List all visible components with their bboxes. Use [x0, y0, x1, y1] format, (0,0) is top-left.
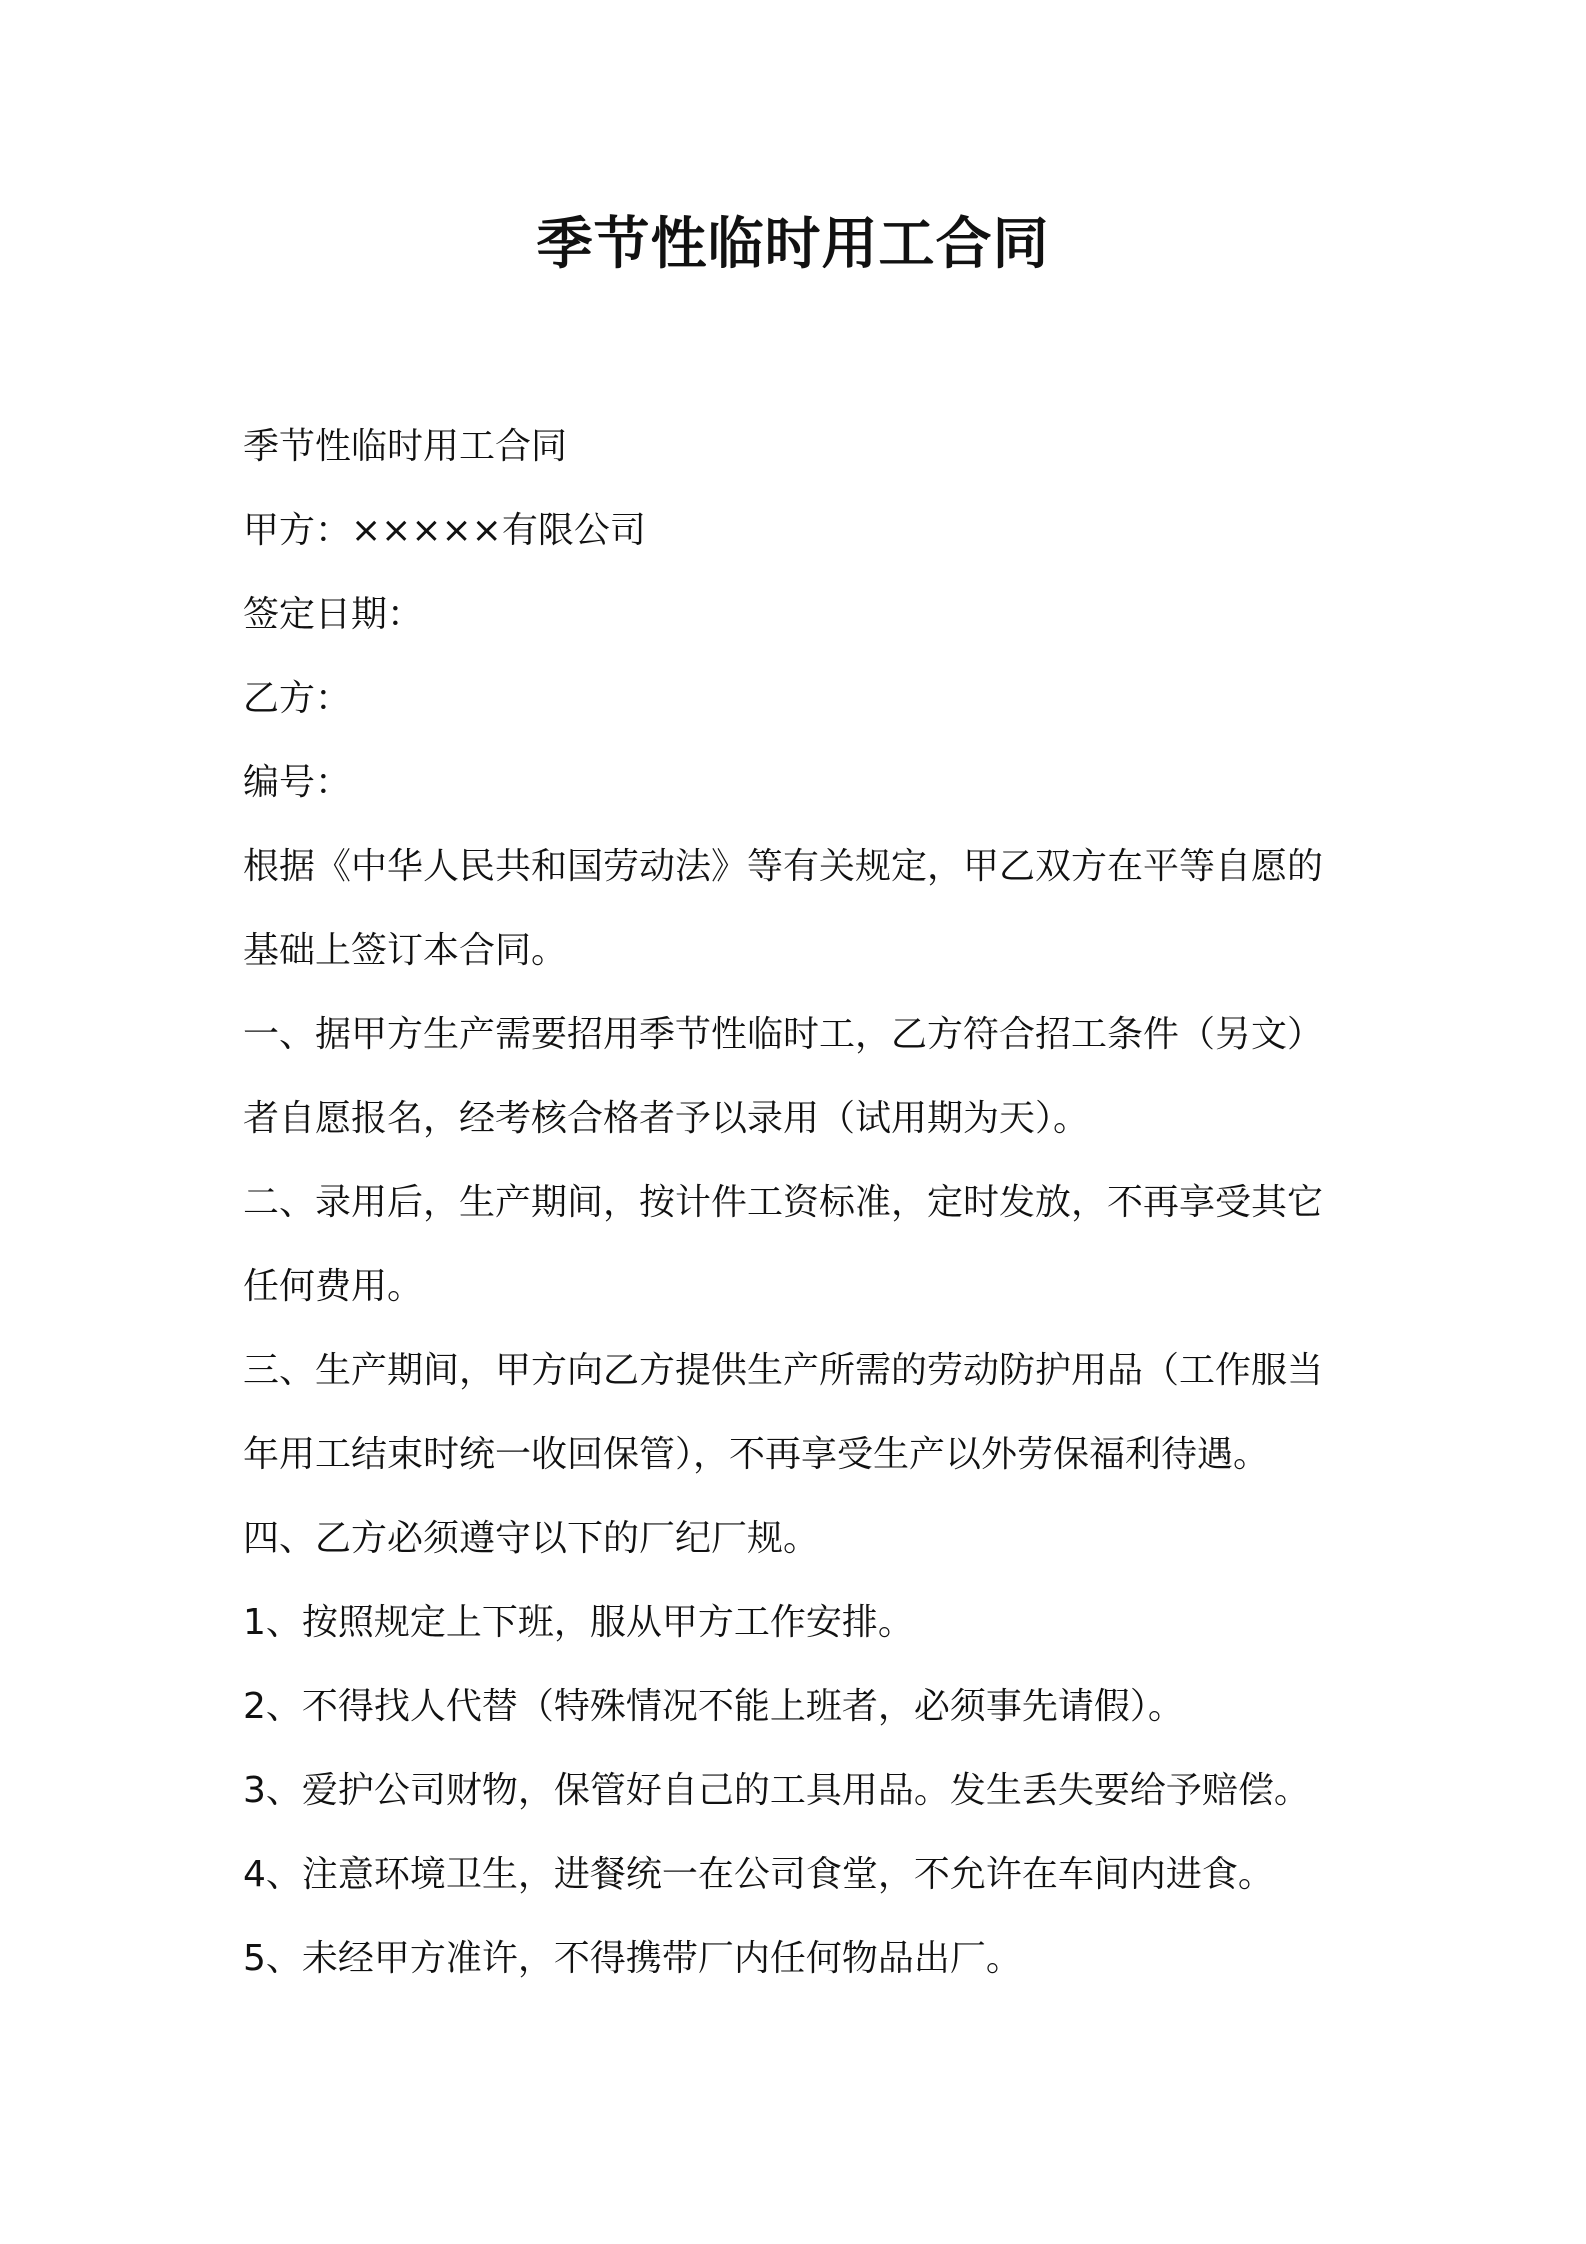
body-line: 1、按照规定上下班，服从甲方工作安排。	[243, 1602, 914, 1643]
body-line: 甲方：×××××有限公司	[243, 510, 646, 551]
body-line: 签定日期：	[243, 594, 424, 635]
body-line: 基础上签订本合同。	[243, 930, 568, 971]
body-line: 5、未经甲方准许，不得携带厂内任何物品出厂。	[243, 1938, 1022, 1979]
body-line: 一、据甲方生产需要招用季节性临时工，乙方符合招工条件（另文）	[243, 1014, 1324, 1055]
body-line: 者自愿报名，经考核合格者予以录用（试用期为天）。	[243, 1098, 1090, 1139]
body-line: 三、生产期间，甲方向乙方提供生产所需的劳动防护用品（工作服当	[243, 1350, 1324, 1391]
body-line: 乙方：	[243, 678, 352, 719]
document-body	[243, 405, 1363, 2001]
body-line: 季节性临时用工合同	[243, 426, 568, 467]
body-line: 任何费用。	[243, 1266, 424, 1307]
body-line: 编号：	[243, 762, 352, 803]
body-line: 3、爱护公司财物，保管好自己的工具用品。发生丢失要给予赔偿。	[243, 1770, 1310, 1811]
body-line: 四、乙方必须遵守以下的厂纪厂规。	[243, 1518, 820, 1559]
body-line: 2、不得找人代替（特殊情况不能上班者，必须事先请假）。	[243, 1686, 1184, 1727]
body-line: 4、注意环境卫生，进餐统一在公司食堂，不允许在车间内进食。	[243, 1854, 1274, 1895]
body-line: 根据《中华人民共和国劳动法》等有关规定，甲乙双方在平等自愿的	[243, 846, 1324, 887]
body-line: 年用工结束时统一收回保管），不再享受生产以外劳保福利待遇。	[243, 1434, 1270, 1475]
document-title: 季节性临时用工合同	[536, 212, 1050, 277]
body-line: 二、录用后，生产期间，按计件工资标准，定时发放，不再享受其它	[243, 1182, 1324, 1223]
